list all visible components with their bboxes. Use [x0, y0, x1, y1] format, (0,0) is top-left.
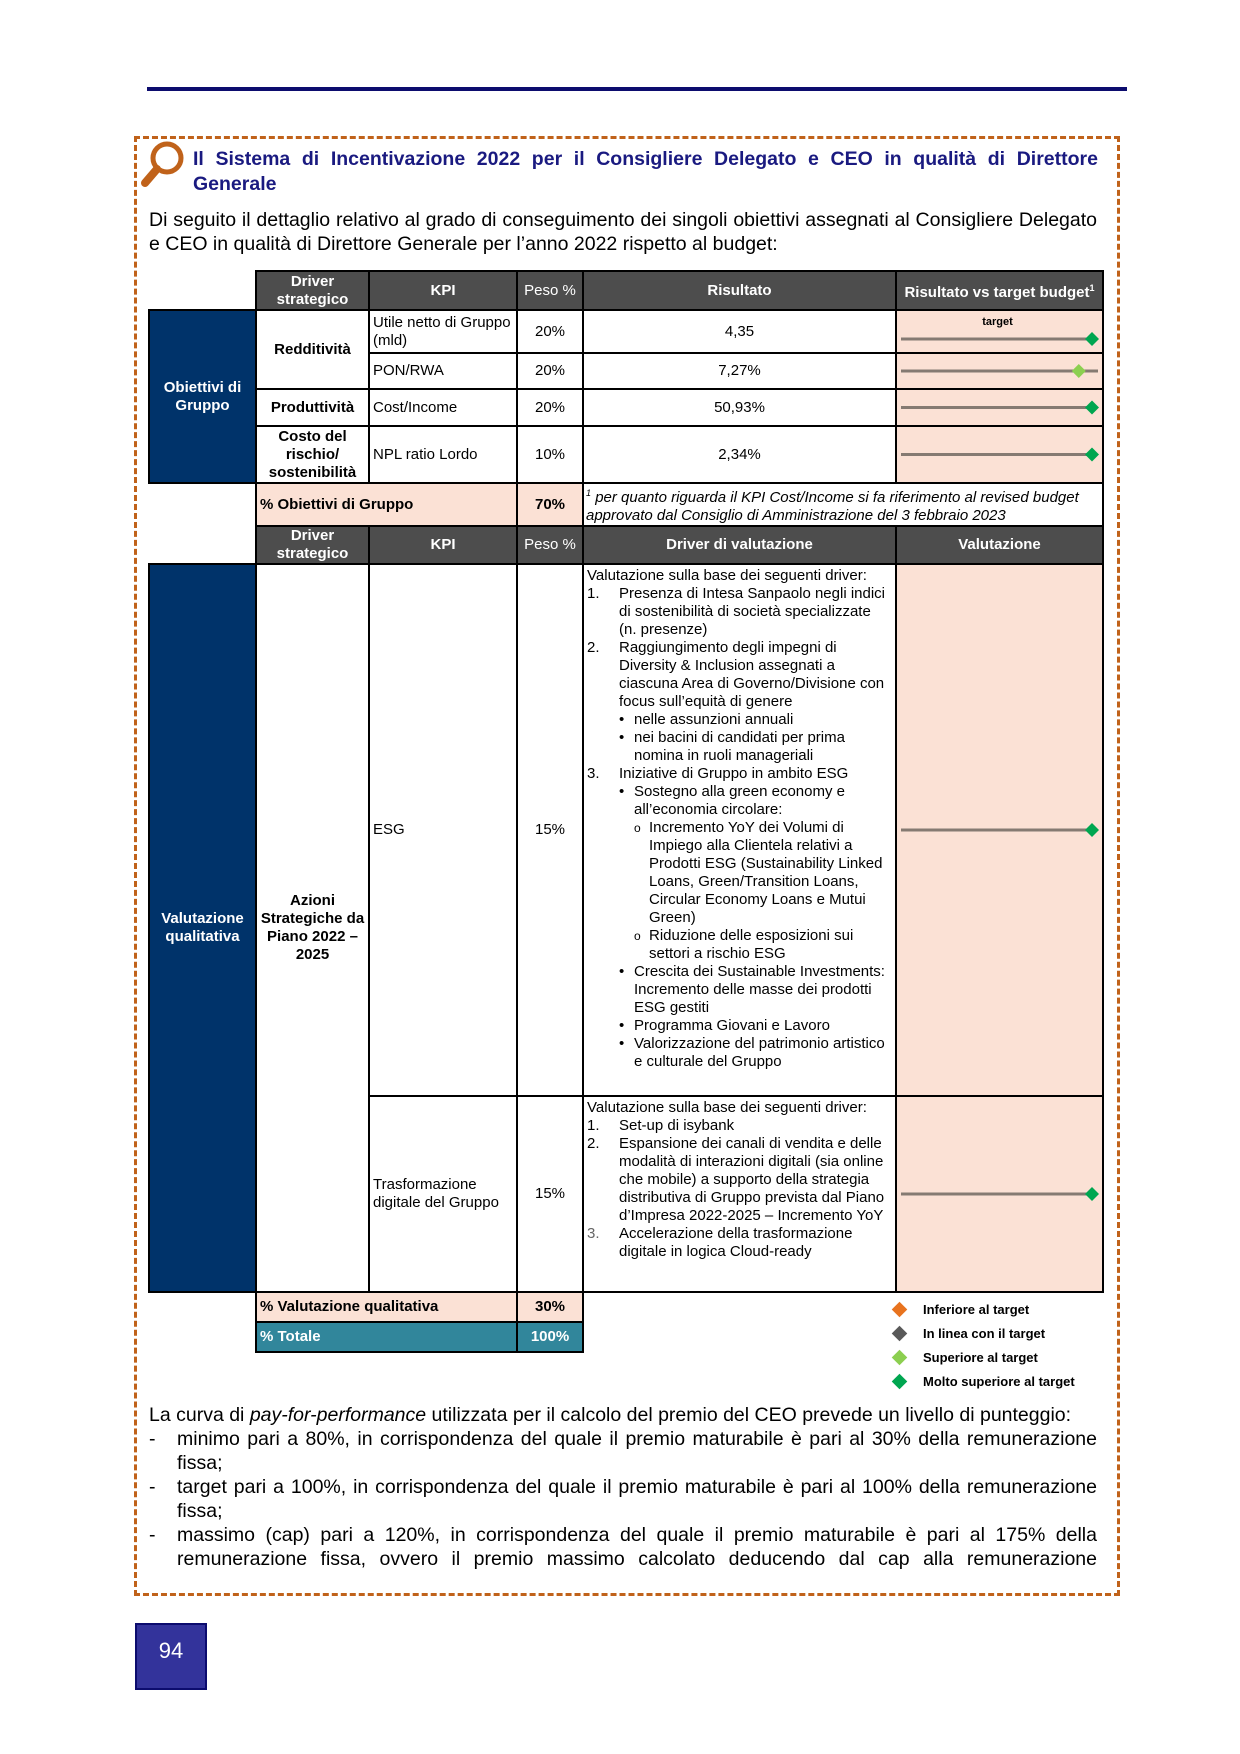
- performance-gauge: [897, 311, 1102, 352]
- legend-item-inferiore: Inferiore al target: [890, 1297, 1075, 1321]
- section-label-valutazione: Valutazione qualitativa: [149, 564, 256, 1292]
- footnote: $^1$ per quanto riguarda il KPI Cost/Income si fa riferimento al revised budget approvato dal Consiglio di Amministrazione del 3 febbraio 2023: [583, 483, 1103, 526]
- header-risultato: Risultato: [583, 271, 896, 310]
- risultato-cell: 2,34%: [583, 426, 896, 483]
- rating-diamond-marker: [1085, 332, 1099, 346]
- header-kpi-2: KPI: [369, 526, 517, 564]
- header-vs-target: Risultato vs target budget$^1$: [896, 271, 1103, 310]
- rating-diamond-marker: [1085, 401, 1099, 415]
- header-peso: Peso %: [517, 271, 583, 310]
- gauge-cell: [896, 310, 1103, 353]
- list-item: - target pari a 100%, in corrispondenza del quale il premio maturabile è pari al 100% della remunerazione fissa;: [149, 1476, 1097, 1522]
- driver-bullet: • nei bacini di candidati per prima nomina in ruoli manageriali: [619, 729, 845, 764]
- diamond-icon: [892, 1373, 908, 1389]
- driver-intro: Valutazione sulla base dei seguenti driver:: [587, 567, 867, 584]
- header-valutazione: Valutazione: [896, 526, 1103, 564]
- performance-gauge: [897, 354, 1102, 388]
- paragraph-intro: La curva di pay-for-performance utilizzata per il calcolo del premio del CEO prevede un livello di punteggio:: [149, 1404, 1072, 1426]
- peso-cell: 15%: [517, 564, 583, 1096]
- total-label: % Totale: [256, 1322, 517, 1352]
- driver-sub-bullet: o Incremento YoY dei Volumi di Impiego alla Clientela relativi a Prodotti ESG (Sustainability Linked Loans, Green/Transition Loans, Circular Economy Loans e Mutui Green): [634, 819, 883, 926]
- driver-item: 2. Raggiungimento degli impegni di Diversity & Inclusion assegnati a ciascuna Area di Governo/Divisione con focus sull’equità di genere: [587, 639, 885, 710]
- performance-gauge: [897, 565, 1102, 1095]
- rating-diamond-marker: [1085, 823, 1099, 837]
- risultato-cell: 4,35: [583, 310, 896, 353]
- driver-item: 3. Accelerazione della trasformazione digitale in logica Cloud-ready: [587, 1225, 853, 1260]
- header-driver: Driver strategico: [256, 271, 369, 310]
- table-row: [149, 310, 1103, 353]
- peso-cell: 15%: [517, 1096, 583, 1292]
- diamond-icon: [892, 1349, 908, 1365]
- legend-item-molto-superiore: Molto superiore al target: [890, 1369, 1075, 1393]
- magnifier-icon: [140, 140, 186, 188]
- incentive-table: [148, 270, 1104, 1353]
- subtotal-obiettivi-label: % Obiettivi di Gruppo: [256, 483, 517, 526]
- kpi-cell: ESG: [369, 564, 517, 1096]
- page-number: 94: [135, 1623, 207, 1690]
- performance-gauge: [897, 1097, 1102, 1291]
- driver-bullet: • Crescita dei Sustainable Investments: Incremento delle masse dei prodotti ESG gestiti: [619, 963, 885, 1016]
- kpi-cell: Trasformazione digitale del Gruppo: [369, 1096, 517, 1292]
- risultato-cell: 50,93%: [583, 389, 896, 426]
- table-row: [149, 389, 1103, 426]
- rating-diamond-marker: [1085, 1187, 1099, 1201]
- gauge-cell: [896, 426, 1103, 483]
- gauge-cell: [896, 389, 1103, 426]
- driver-bullet: • Valorizzazione del patrimonio artistico e culturale del Gruppo: [619, 1035, 885, 1070]
- legend-item-in-linea: In linea con il target: [890, 1321, 1075, 1345]
- target-label: target: [982, 316, 1013, 328]
- intro-text: Di seguito il dettaglio relativo al grado di conseguimento dei singoli obiettivi assegnati al Consigliere Delegato e CEO in qualità di Direttore Generale per l’anno 2022 rispetto al budget:: [149, 209, 1097, 255]
- rating-legend: [890, 1297, 1075, 1393]
- driver-list-esg: [583, 564, 896, 1096]
- total-value: 100%: [517, 1322, 583, 1352]
- subtotal-qualitativa-label: % Valutazione qualitativa: [256, 1292, 517, 1322]
- driver-sub-bullet: o Riduzione delle esposizioni sui settori a rischio ESG: [634, 927, 854, 962]
- header-peso-2: Peso %: [517, 526, 583, 564]
- driver-item: 2. Espansione dei canali di vendita e delle modalità di interazioni digitali (sia online che mobile) a supporto della strategia distributiva di Gruppo prevista dal Piano d’Impresa 2022-2025 – Incremento YoY: [587, 1135, 885, 1224]
- diamond-icon: [892, 1325, 908, 1341]
- peso-cell: 20%: [517, 389, 583, 426]
- peso-cell: 20%: [517, 310, 583, 353]
- gauge-cell: [896, 1096, 1103, 1292]
- driver-bullet: • Sostegno alla green economy e all’economia circolare:: [619, 783, 845, 818]
- performance-gauge: [897, 427, 1102, 482]
- driver-cell: Costo del rischio/ sostenibilità: [256, 426, 369, 483]
- top-rule: [147, 87, 1127, 91]
- rating-diamond-marker: [1072, 364, 1086, 378]
- driver-cell: Azioni Strategiche da Piano 2022 – 2025: [256, 564, 369, 1292]
- driver-bullet: • Programma Giovani e Lavoro: [619, 1017, 830, 1034]
- peso-cell: 20%: [517, 353, 583, 389]
- driver-item: 3. Iniziative di Gruppo in ambito ESG: [587, 765, 849, 782]
- driver-item: 1. Set-up di isybank: [587, 1117, 735, 1134]
- kpi-cell: PON/RWA: [369, 353, 517, 389]
- kpi-cell: NPL ratio Lordo: [369, 426, 517, 483]
- peso-cell: 10%: [517, 426, 583, 483]
- subtotal-qualitativa-value: 30%: [517, 1292, 583, 1322]
- section-title: Il Sistema di Incentivazione 2022 per il Consigliere Delegato e CEO in qualità di Direttore Generale: [193, 148, 1098, 195]
- driver-list-digitale: [583, 1096, 896, 1292]
- header-kpi: KPI: [369, 271, 517, 310]
- subtotal-obiettivi-value: 70%: [517, 483, 583, 526]
- driver-cell: Produttività: [256, 389, 369, 426]
- header-driver-valutazione: Driver di valutazione: [583, 526, 896, 564]
- diamond-icon: [892, 1301, 908, 1317]
- driver-cell: Redditività: [256, 310, 369, 389]
- performance-gauge: [897, 390, 1102, 425]
- driver-bullet: • nelle assunzioni annuali: [619, 711, 794, 728]
- gauge-cell: [896, 353, 1103, 389]
- kpi-cell: Utile netto di Gruppo (mld): [369, 310, 517, 353]
- gauge-cell: [896, 564, 1103, 1096]
- section-label-obiettivi: Obiettivi di Gruppo: [149, 310, 256, 483]
- kpi-cell: Cost/Income: [369, 389, 517, 426]
- list-item: - minimo pari a 80%, in corrispondenza del quale il premio maturabile è pari al 30% della remunerazione fissa;: [149, 1428, 1097, 1474]
- pay-for-performance-paragraph: [149, 1403, 1097, 1571]
- header-driver-2: Driver strategico: [256, 526, 369, 564]
- table-row: [149, 564, 1103, 1096]
- table-row: [149, 426, 1103, 483]
- rating-diamond-marker: [1085, 448, 1099, 462]
- risultato-cell: 7,27%: [583, 353, 896, 389]
- list-item: - massimo (cap) pari a 120%, in corrispondenza del quale il premio maturabile è pari al 175% della remunerazione fissa, ovvero il premio massimo calcolato deducendo dal cap alla remunerazione: [149, 1524, 1097, 1570]
- legend-item-superiore: Superiore al target: [890, 1345, 1075, 1369]
- driver-item: 1. Presenza di Intesa Sanpaolo negli indici di sostenibilità di società specializzate (n. presenze): [587, 585, 886, 638]
- driver-intro: Valutazione sulla base dei seguenti driver:: [587, 1099, 867, 1116]
